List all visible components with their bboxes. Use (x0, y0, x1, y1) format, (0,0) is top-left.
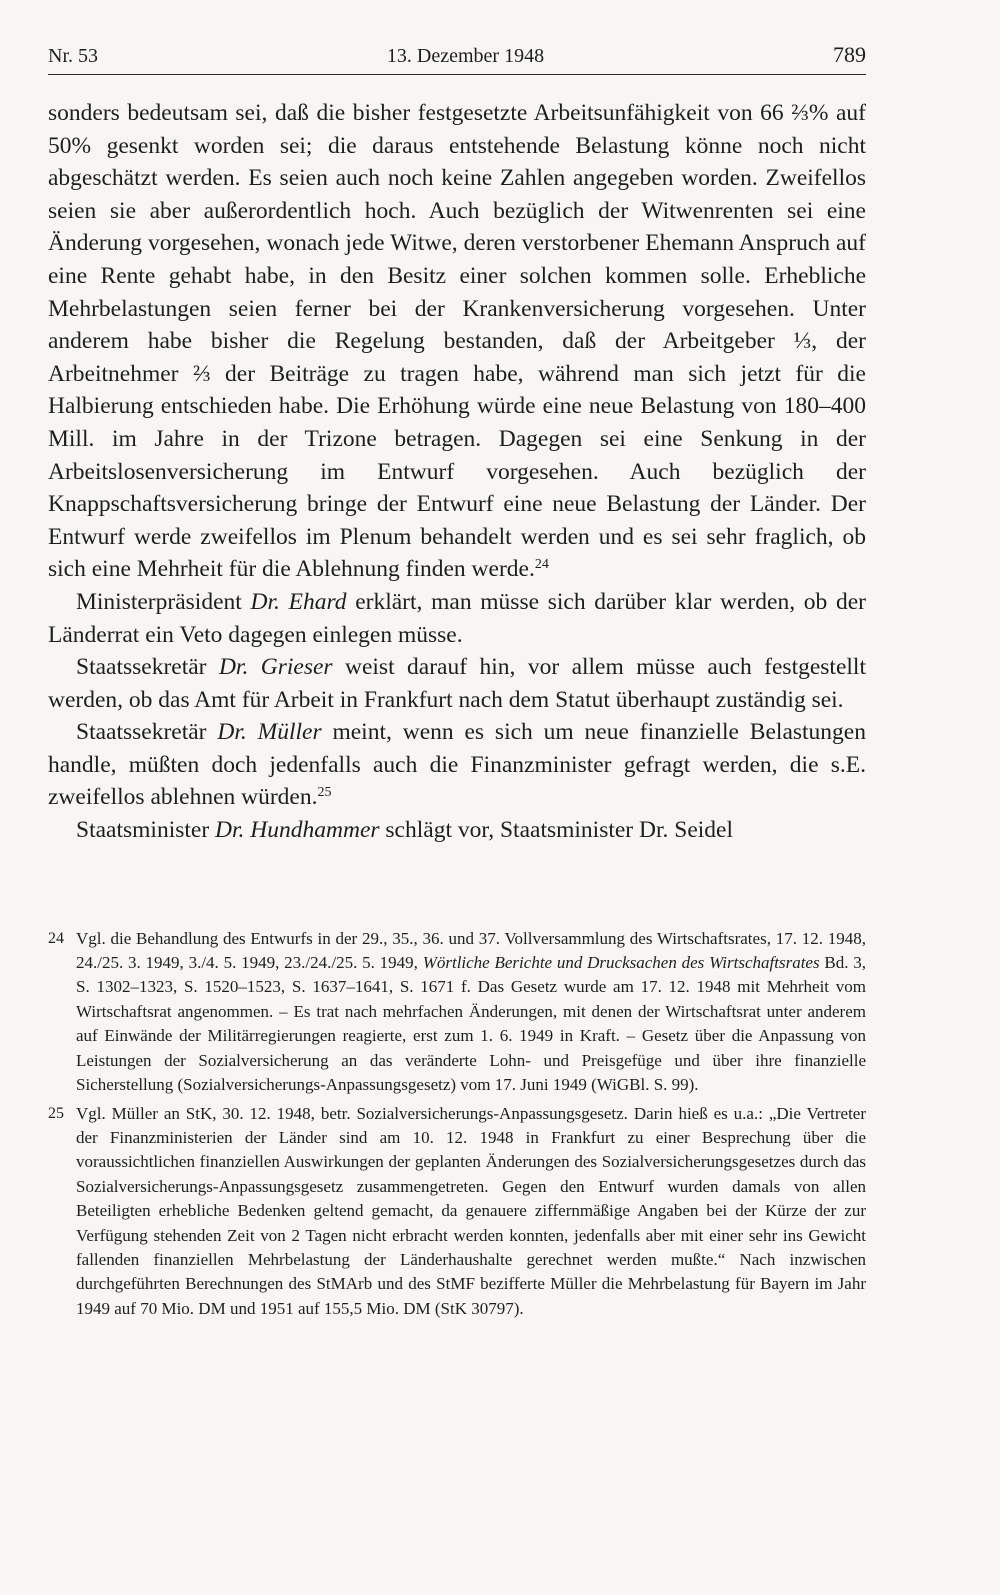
speaker-name: Dr. Ehard (250, 588, 347, 615)
footnote-text: Vgl. Müller an StK, 30. 12. 1948, betr. Sozialversicherungs-Anpassungsgesetz. Darin hieß es u.a.: „Die Vertreter der Finanzministerien der Länder sind am 10. 12. 1948 in Frankfurt zu einer Besprechung über die voraussichtlichen finanziellen Auswirkungen der geplanten Änderungen des Sozialversicherungsgesetzes durch das Sozialversicherungs-Anpassungsgesetz zusammengetreten. Gegen den Entwurf wurden damals von allen Beteiligten erhebliche Bedenken geltend gemacht, da genauere ziffernmäßige Angaben bei der Kürze der zur Verfügung stehenden Zeit von 2 Tagen nicht erbracht werden konnten, jedenfalls aber mit einer sehr ins Gewicht fallenden finanziellen Mehrbelastung der Länderhaushalte gerechnet werden mußte.“ Nach inzwischen durchgeführten Berechnungen des StMArb und des StMF bezifferte Müller die Mehrbelastung für Bayern im Jahr 1949 auf 70 Mio. DM und 1951 auf 155,5 Mio. DM (StK 30797). (76, 1103, 866, 1318)
speaker-title: Ministerpräsident (76, 588, 251, 615)
paragraph-continuation (48, 97, 866, 586)
document-page (48, 42, 866, 1325)
footnote-24 (48, 927, 866, 1098)
footnotes (48, 927, 866, 1322)
footnote-ref-24[interactable]: 24 (534, 557, 549, 573)
footnote-number: 25 (48, 1104, 64, 1122)
paragraph-text: weist darauf hin, vor allem müsse auch festgestellt werden, ob das Amt für Arbeit in Frankfurt nach dem Statut überhaupt zuständig sei. (48, 654, 866, 713)
speaker-name: Dr. Hundhammer (215, 817, 380, 844)
running-header (48, 42, 866, 75)
speaker-title: Staatssekretär (76, 654, 219, 681)
main-text (48, 97, 866, 847)
footnote-25 (48, 1102, 866, 1322)
speaker-title: Staatssekretär (76, 719, 218, 746)
speaker-name: Dr. Müller (217, 719, 322, 746)
issue-number: Nr. 53 (48, 45, 98, 67)
footnote-ref-25[interactable]: 25 (317, 785, 332, 801)
paragraph-hundhammer (48, 814, 866, 847)
page-number: 789 (832, 42, 866, 67)
speaker-title: Staatsminister (76, 817, 216, 844)
footnote-number: 24 (48, 929, 64, 947)
paragraph-mueller (48, 716, 866, 814)
speaker-name: Dr. Grieser (218, 654, 333, 681)
paragraph-text: erklärt, man müsse sich darüber klar werden, ob der Länderrat ein Veto dagegen einlegen müsse. (48, 588, 866, 648)
paragraph-text: schlägt vor, Staatsminister Dr. Seidel (379, 817, 733, 844)
paragraph-ehard (48, 586, 866, 651)
paragraph-text: sonders bedeutsam sei, daß die bisher festgesetzte Arbeitsunfähigkeit von 66 ⅔% auf 50% gesenkt worden sei; die daraus entstehende Belastung könne noch nicht abgeschätzt werden. Es seien auch noch keine Zahlen angegeben worden. Zweifellos seien sie aber außerordentlich hoch. Auch bezüglich der Witwenrenten sei eine Änderung vorgesehen, wonach jede Witwe, deren verstorbener Ehemann Anspruch auf eine Rente gehabt habe, in den Besitz einer solchen kommen solle. Erhebliche Mehrbelastungen seien ferner bei der Krankenversicherung vorgesehen. Unter anderem habe bisher die Regelung bestanden, daß der Arbeitgeber ⅓, der Arbeitnehmer ⅔ der Beiträge zu tragen habe, während man sich jetzt für die Halbierung entschieden habe. Die Erhöhung würde eine neue Belastung von 180–400 Mill. im Jahre in der Trizone betragen. Dagegen sei eine Senkung in der Arbeitslosenversicherung im Entwurf vorgesehen. Auch bezüglich der Knappschaftsversicherung bringe der Entwurf eine neue Belastung der Länder. Der Entwurf werde zweifellos im Plenum behandelt werden und es sei sehr fraglich, ob sich eine Mehrheit für die Ablehnung finden werde. (48, 100, 866, 583)
header-date: 13. Dezember 1948 (386, 45, 545, 67)
footnote-text: Vgl. die Behandlung des Entwurfs in der 29., 35., 36. und 37. Vollversammlung des Wirtschaftsrates, 17. 12. 1948, 24./25. 3. 1949, 3./4. 5. 1949, 23./24./25. 5. 1949, (76, 928, 866, 973)
paragraph-grieser (48, 651, 866, 716)
paragraph-text: meint, wenn es sich um neue finanzielle Belastungen handle, müßten doch jedenfalls auch die Finanzminister gefragt werden, die s.E. zweifellos ablehnen würden. (48, 719, 866, 811)
footnote-italic-title: Wörtliche Berichte und Drucksachen des Wirtschaftsrates (422, 953, 820, 973)
footnote-text: Bd. 3, S. 1302–1323, S. 1520–1523, S. 1637–1641, S. 1671 f. Das Gesetz wurde am 17. 12. 1948 mit Mehrheit vom Wirtschaftsrat angenommen. – Es trat nach mehrfachen Änderungen, mit denen der Wirtschaftsrat unter anderem auf Einwände der Militärregierungen reagierte, erst zum 1. 6. 1949 in Kraft. – Gesetz über die Anpassung von Leistungen der Sozialversicherung an das veränderte Lohn- und Preisgefüge und über ihre finanzielle Sicherstellung (Sozialversicherungs-Anpassungsgesetz) vom 17. Juni 1949 (WiGBl. S. 99). (76, 953, 866, 1095)
